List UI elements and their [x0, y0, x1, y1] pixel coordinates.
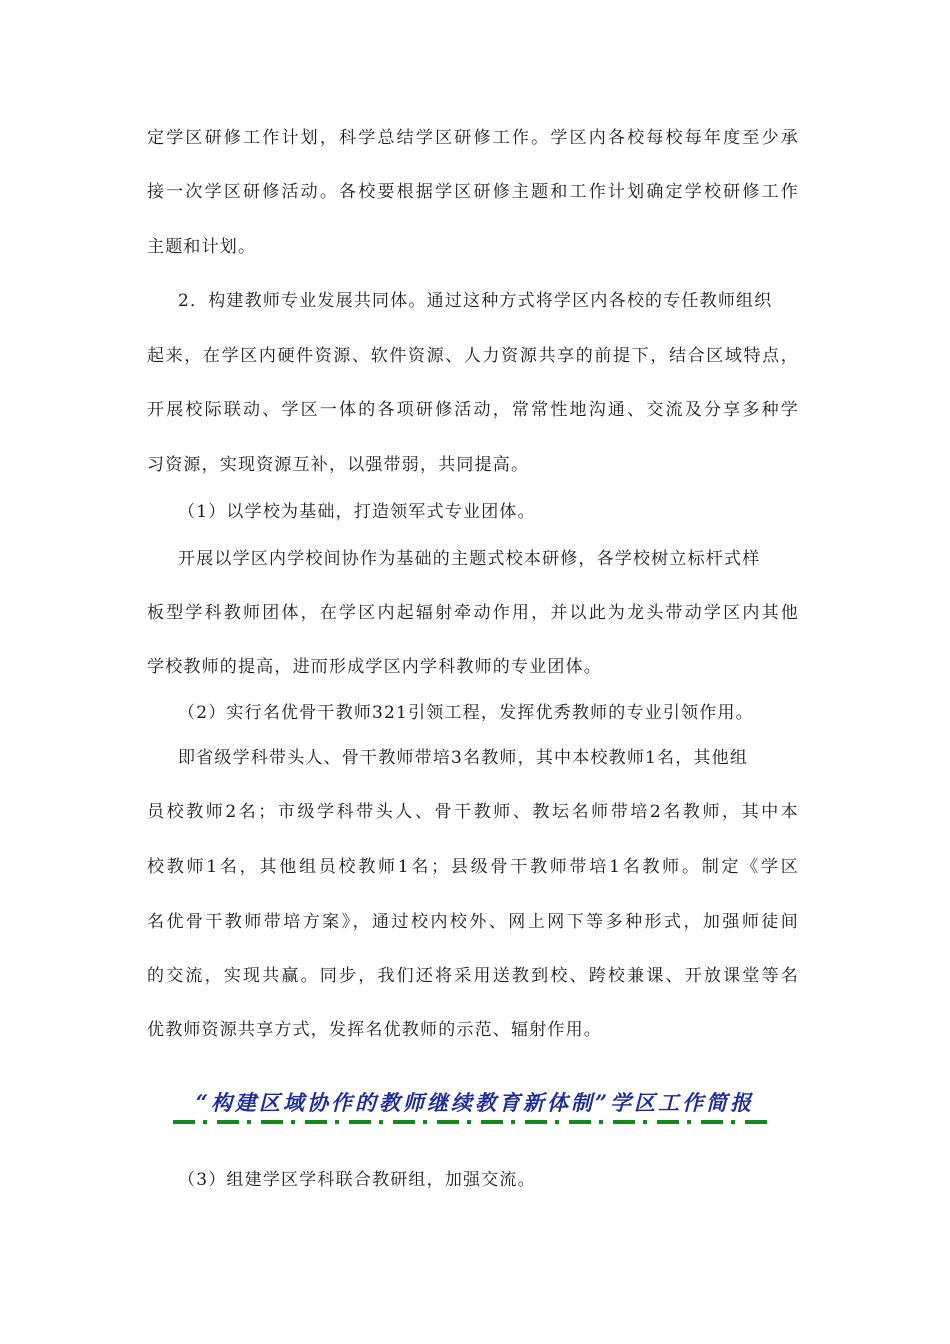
paragraph-line: 2．构建教师专业发展共同体。通过这种方式将学区内各校的专任教师组织 — [178, 291, 773, 311]
paragraph-line: 优教师资源共享方式，发挥名优教师的示范、辐射作用。 — [147, 1020, 602, 1040]
paragraph-line: 名优骨干教师带培方案》，通过校内校外、网上网下等多种形式，加强师徒间 — [147, 912, 799, 932]
paragraph-line: 开展以学区内学校间协作为基础的主题式校本研修，各学校树立标杆式样 — [178, 549, 761, 569]
section-heading: （2）实行名优骨干教师321引领工程，发挥优秀教师的专业引领作用。 — [178, 703, 754, 723]
newsletter-banner-title: “构建区域协作的教师继续教育新体制”学区工作简报 — [195, 1090, 755, 1115]
paragraph-line: 员校教师2名；市级学科带头人、骨干教师、教坛名师带培2名教师，其中本 — [147, 802, 799, 822]
section-heading: （3）组建学区学科联合教研组，加强交流。 — [178, 1170, 536, 1190]
paragraph-line: 主题和计划。 — [147, 237, 257, 257]
paragraph-line: 开展校际联动、学区一体的各项研修活动，常常性地沟通、交流及分享多种学 — [147, 400, 799, 420]
paragraph-line: 接一次学区研修活动。各校要根据学区研修主题和工作计划确定学校研修工作 — [147, 182, 799, 202]
paragraph-line: 起来，在学区内硬件资源、软件资源、人力资源共享的前提下，结合区域特点， — [147, 346, 799, 366]
paragraph-line: 定学区研修工作计划，科学总结学区研修工作。学区内各校每校每年度至少承 — [147, 128, 799, 148]
paragraph-line: 的交流，实现共赢。同步，我们还将采用送教到校、跨校兼课、开放课堂等名 — [147, 966, 799, 986]
paragraph-line: 板型学科教师团体，在学区内起辐射牵动作用，并以此为龙头带动学区内其他 — [147, 603, 799, 623]
banner-dashed-rule — [173, 1120, 773, 1124]
paragraph-line: 学校教师的提高，进而形成学区内学科教师的专业团体。 — [147, 657, 602, 677]
paragraph-line: 习资源，实现资源互补，以强带弱，共同提高。 — [147, 455, 530, 475]
paragraph-line: 即省级学科带头人、骨干教师带培3名教师，其中本校教师1名，其他组 — [178, 748, 749, 768]
section-heading: （1）以学校为基础，打造领军式专业团体。 — [178, 502, 536, 522]
paragraph-line: 校教师1名，其他组员校教师1名；县级骨干教师带培1名教师。制定《学区 — [147, 857, 799, 877]
